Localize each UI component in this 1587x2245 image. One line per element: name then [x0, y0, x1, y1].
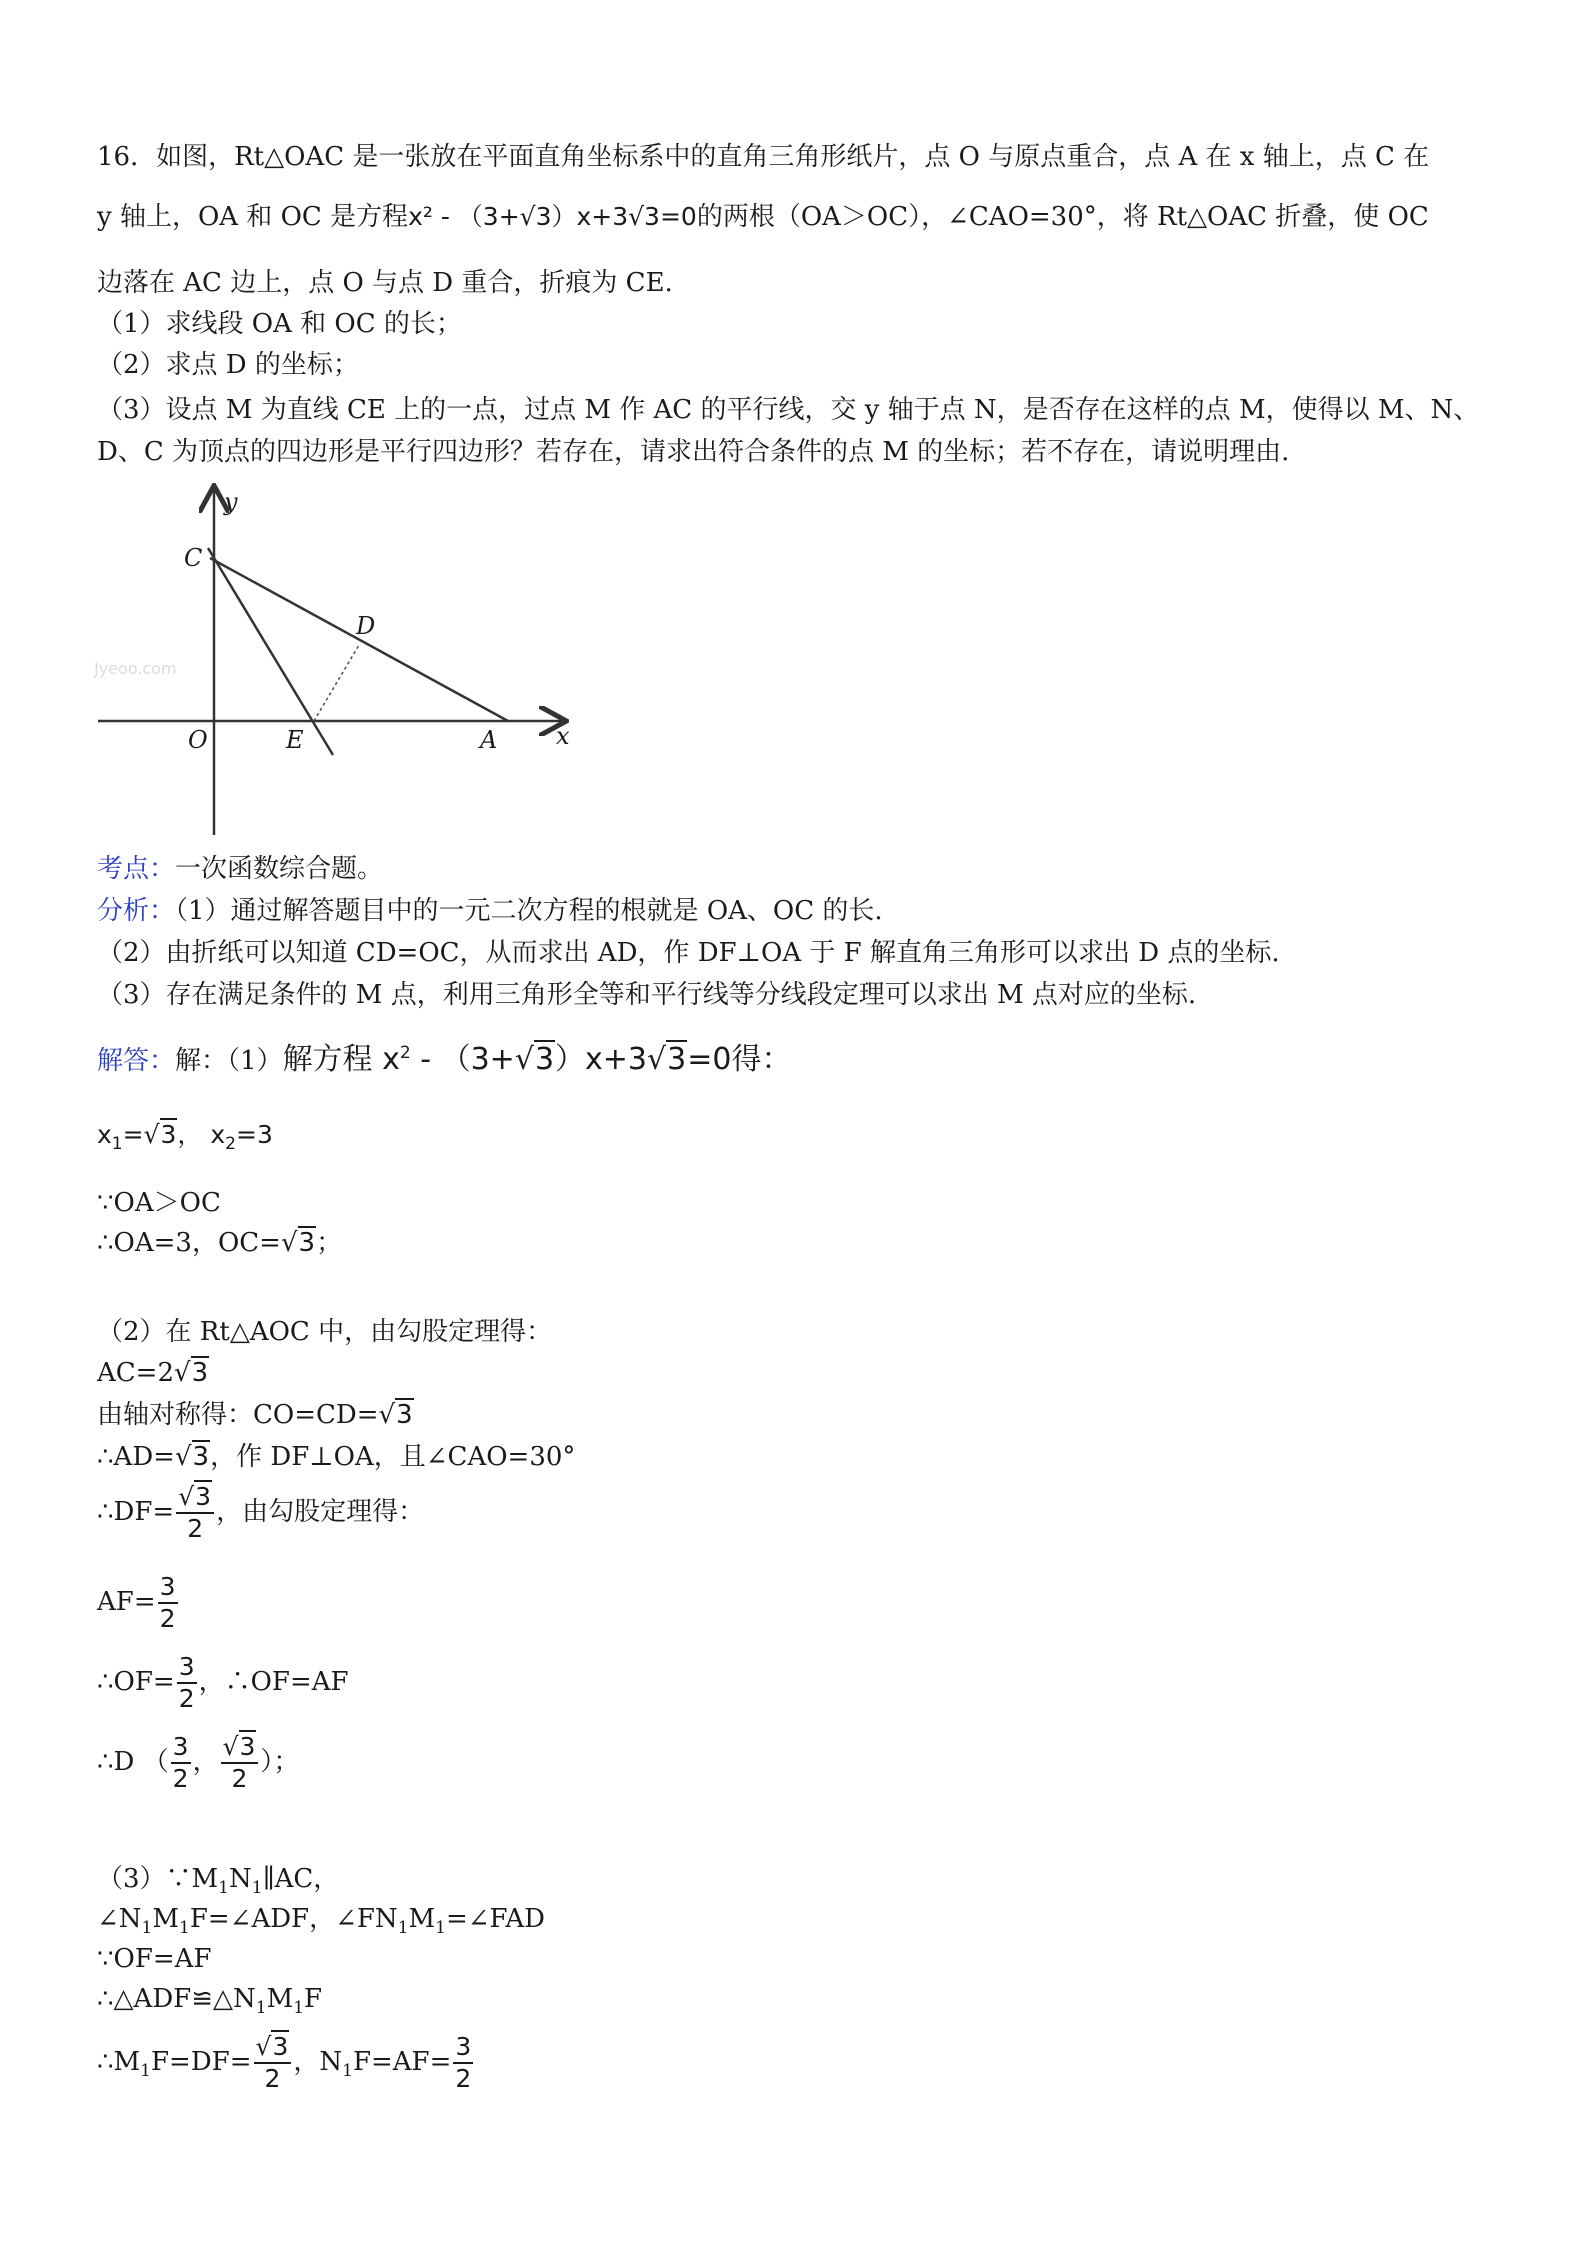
fraction: $\frac{√3}{2}$ [254, 2032, 292, 2094]
sqrt-symbol: √3 [647, 1042, 687, 1077]
sqrt-symbol: √3 [174, 1442, 210, 1472]
af-line: AF= $\frac{3}{2}$ [97, 1572, 176, 1633]
equation: x² - （3+√3）x+3√3=0 [408, 202, 697, 231]
symmetry-line: 由轴对称得：CO=CD=√3 [97, 1400, 413, 1430]
fenxi-3: （3）存在满足条件的 M 点，利用三角形全等和平行线等分线段定理可以求出 M 点对应的坐标. [97, 980, 1197, 1010]
df-line: ∴DF= $\frac{√3}{2}$ ，由勾股定理得： [97, 1482, 425, 1543]
kaodian-text: 一次函数综合题。 [175, 854, 384, 884]
part3-line-1: $(3)\because M_1N_1\parallel AC$， [97, 1864, 340, 1899]
line-ed-dashed [314, 645, 359, 721]
coordinate-figure [90, 480, 610, 850]
problem-line-2-start: y 轴上，OA 和 OC 是方程 [97, 202, 409, 232]
fraction: $\frac{3}{2}$ [178, 1652, 195, 1713]
label-c: C [184, 544, 203, 572]
jie1-prefix: 解：（1） [175, 1046, 283, 1076]
fenxi-text-1: （1）通过解答题目中的一元二次方程的根就是 OA、OC 的长. [175, 896, 883, 926]
part3-angles: $\angle N_1M_1F=\angle ADF$，$\angle FN_1M_1=\angle FAD$ [97, 1904, 545, 1939]
line-ce [208, 548, 333, 755]
sqrt-symbol: √3 [174, 1358, 209, 1388]
fenxi-1 [97, 894, 883, 928]
watermark: Jyeoo.com [94, 659, 177, 678]
fenxi-label: 分析： [97, 896, 176, 926]
kaodian-label: 考点： [97, 854, 176, 884]
jieda-label: 解答： [97, 1046, 176, 1076]
question-3-line-1: （3）设点 M 为直线 CE 上的一点，过点 M 作 AC 的平行线，交 y 轴于点 N，是否存在这样的点 M，使得以 M、N、 [97, 395, 1480, 425]
since-of-af: ∵OF=AF [97, 1944, 212, 1974]
label-e: E [286, 726, 304, 754]
question-3-line-2: D、C 为顶点的四边形是平行四边形？若存在，请求出符合条件的点 M 的坐标；若不存在，请说明理由. [97, 437, 1290, 467]
fraction: $\frac{3}{2}$ [455, 2032, 472, 2093]
d-coordinates: ∴D （ $\frac{3}{2}$ ， $\frac{√3}{2}$ ）； [97, 1732, 300, 1793]
sqrt-symbol: √3 [378, 1400, 413, 1430]
sqrt-symbol: √3 [280, 1228, 316, 1258]
label-d: D [356, 612, 376, 640]
problem-line-2-end: 的两根（OA＞OC），∠CAO=30°，将 Rt△OAC 折叠，使 OC [696, 202, 1429, 232]
solution-part1 [97, 1036, 791, 1078]
of-line: ∴OF= $\frac{3}{2}$ ，∴OF=AF [97, 1652, 349, 1713]
question-2: （2）求点 D 的坐标； [97, 350, 359, 380]
ac-value: AC=2√3 [97, 1358, 209, 1388]
solve-equation: 解方程 $x^2 - (3+√3)x+3√3=0$得： [282, 1042, 792, 1077]
roots: $x_1=√3$， $x_2=3$ [97, 1120, 273, 1154]
mf-line: $\therefore M_1F=DF=$ $\frac{√3}{2}$ ，$N_1F=AF=$ $\frac{3}{2}$ [97, 2032, 472, 2093]
problem-line-3: 边落在 AC 边上，点 O 与点 D 重合，折痕为 CE. [97, 268, 673, 298]
fenxi-2: （2）由折纸可以知道 CD=OC，从而求出 AD，作 DF⊥OA 于 F 解直角三角形可以求出 D 点的坐标. [97, 938, 1280, 968]
label-o: O [188, 726, 208, 754]
label-a: A [480, 726, 498, 754]
kaodian [97, 852, 383, 886]
ad-line: ∴AD=√3，作 DF⊥OA，且∠CAO=30° [97, 1442, 576, 1472]
fraction: $\frac{3}{2}$ [159, 1572, 176, 1633]
fraction: $\frac{√3}{2}$ [176, 1482, 214, 1544]
question-1: （1）求线段 OA 和 OC 的长； [97, 309, 462, 339]
congruence: $\therefore\triangle ADF≌\triangle N_1M_1F$ [97, 1984, 323, 2019]
problem-line-2 [97, 200, 1429, 234]
label-y: y [224, 488, 238, 516]
fraction: $\frac{3}{2}$ [172, 1732, 189, 1793]
since-oa-gt-oc: ∵OA＞OC [97, 1188, 221, 1218]
sqrt-symbol: √3 [143, 1120, 177, 1149]
sqrt-symbol: √3 [514, 1042, 555, 1077]
therefore-oa-oc: ∴OA=3，OC=√3； [97, 1228, 343, 1258]
part2-intro: （2）在 Rt△AOC 中，由勾股定理得： [97, 1317, 553, 1347]
label-x: x [556, 722, 570, 750]
fraction: $\frac{√3}{2}$ [221, 1732, 259, 1794]
problem-line-1: 16．如图，Rt△OAC 是一张放在平面直角坐标系中的直角三角形纸片，点 O 与原点重合，点 A 在 x 轴上，点 C 在 [97, 142, 1430, 172]
